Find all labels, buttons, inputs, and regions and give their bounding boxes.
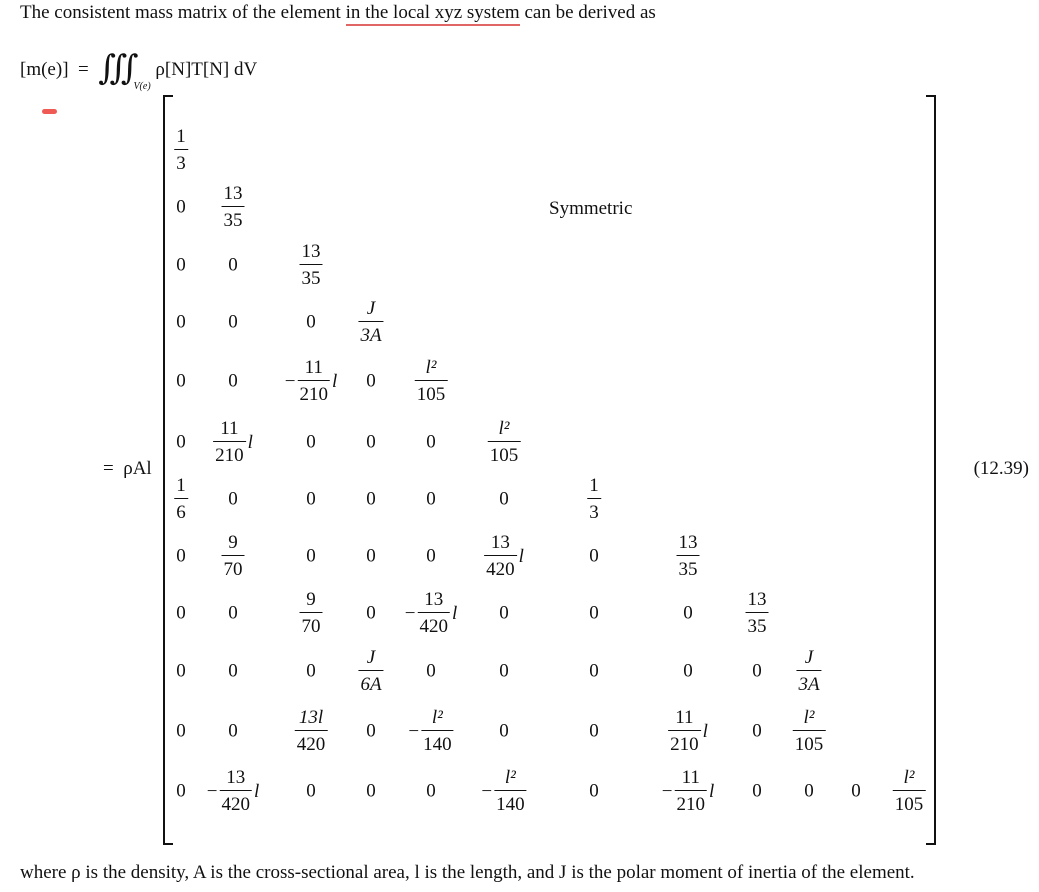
equation1-lhs: [m(e)] [20,59,69,80]
matrix-entry-r11-c7: 0 [589,720,599,742]
matrix-entry-r7-c4: 0 [366,488,376,510]
intro-text-after: can be derived as [519,2,656,23]
matrix-right-bracket [926,95,936,845]
integral-domain: V(e) [133,81,151,92]
mass-matrix-integral-equation [20,44,258,92]
matrix-entry-r4-c2: 0 [228,311,238,333]
matrix-entry-r8-c8: $\frac{13}{35}$ [678,532,698,580]
matrix-entry-r7-c2: 0 [228,488,238,510]
matrix-entry-r7-c3: 0 [306,488,316,510]
matrix-entry-r8-c6: $\frac{13}{420}$ l [486,532,524,580]
intro-text-before: The consistent mass matrix of the element [20,2,346,23]
matrix-entry-r8-c4: 0 [366,545,376,567]
matrix-entry-r5-c3: − $\frac{11}{210}$ l [284,357,338,405]
matrix-entry-r4-c3: 0 [306,311,316,333]
equation-number: (12.39) [973,458,1029,479]
matrix-entry-r8-c5: 0 [426,545,436,567]
matrix-entry-r10-c4: $\frac{J}{6A}$ [360,647,382,695]
matrix-entry-r6-c4: 0 [366,431,376,453]
matrix-entry-r11-c9: 0 [752,720,762,742]
matrix-entry-r11-c8: $\frac{11}{210}$ l [670,707,708,755]
matrix-entry-r7-c7: $\frac{1}{3}$ [589,475,599,523]
matrix-entry-r2-c2: $\frac{13}{35}$ [223,183,243,231]
matrix-entry-r9-c1: 0 [176,602,186,624]
matrix-entry-r6-c2: $\frac{11}{210}$ l [215,418,253,466]
matrix-entry-r10-c9: 0 [752,660,762,682]
matrix-prefactor [103,458,152,480]
matrix-entry-r12-c10: 0 [804,780,814,802]
matrix-entry-r7-c1: $\frac{1}{6}$ [176,475,186,523]
matrix-entry-r9-c7: 0 [589,602,599,624]
matrix-entry-r5-c2: 0 [228,370,238,392]
matrix-entry-r8-c7: 0 [589,545,599,567]
matrix-entry-r9-c8: 0 [683,602,693,624]
symmetric-label: Symmetric [549,198,633,219]
matrix-entry-r10-c6: 0 [499,660,509,682]
matrix-entry-r1-c1: $\frac{1}{3}$ [176,126,186,174]
matrix-entry-r11-c4: 0 [366,720,376,742]
matrix-entry-r12-c4: 0 [366,780,376,802]
matrix-entry-r3-c3: $\frac{13}{35}$ [301,241,321,289]
matrix-entry-r12-c9: 0 [752,780,762,802]
matrix-entry-r12-c7: 0 [589,780,599,802]
matrix-entry-r12-c8: − $\frac{11}{210}$ l [661,767,715,815]
matrix-entry-r7-c6: 0 [499,488,509,510]
matrix-entry-r4-c1: 0 [176,311,186,333]
prefactor-rho-a-l: ρAl [123,458,152,479]
matrix-entry-r9-c2: 0 [228,602,238,624]
matrix-entry-r11-c6: 0 [499,720,509,742]
intro-underlined-phrase: in the local xyz system [346,2,520,26]
matrix-entry-r9-c6: 0 [499,602,509,624]
matrix-entry-r11-c5: − $\frac{\text{l²}}{140}$ [408,707,452,755]
matrix-entry-r5-c1: 0 [176,370,186,392]
matrix-entry-r11-c2: 0 [228,720,238,742]
matrix-entry-r12-c2: − $\frac{13}{420}$ l [206,767,260,815]
matrix-entry-r8-c2: $\frac{9}{70}$ [223,532,243,580]
matrix-entry-r6-c1: 0 [176,431,186,453]
matrix-entry-r2-c1: 0 [176,196,186,218]
matrix-entry-r9-c9: $\frac{13}{35}$ [747,589,767,637]
equation2-equals: = [103,458,114,479]
matrix-entry-r4-c4: $\frac{J}{3A}$ [360,298,382,346]
intro-sentence [20,2,656,24]
matrix-left-bracket [163,95,173,845]
matrix-entry-r12-c5: 0 [426,780,436,802]
footer-sentence: where ρ is the density, A is the cross-sectional area, l is the length, and J is the polar moment of inertia of the element. [20,862,915,883]
equation1-equals: = [78,59,89,80]
matrix-entry-r9-c5: − $\frac{13}{420}$ l [404,589,458,637]
matrix-entry-r12-c1: 0 [176,780,186,802]
matrix-entry-r10-c10: $\frac{J}{3A}$ [798,647,820,695]
matrix-entry-r12-c6: − $\frac{\text{l²}}{140}$ [481,767,525,815]
matrix-entry-r10-c8: 0 [683,660,693,682]
matrix-entry-r10-c2: 0 [228,660,238,682]
matrix-entry-r6-c5: 0 [426,431,436,453]
triple-integral-symbol: ∭ [98,50,134,87]
matrix-entry-r12-c11: 0 [851,780,861,802]
matrix-entry-r8-c3: 0 [306,545,316,567]
matrix-entry-r10-c1: 0 [176,660,186,682]
matrix-entry-r12-c12: $\frac{\text{l²}}{105}$ [894,767,924,815]
matrix-entry-r6-c3: 0 [306,431,316,453]
red-annotation-mark [42,109,57,114]
matrix-entry-r9-c4: 0 [366,602,376,624]
matrix-entry-r12-c3: 0 [306,780,316,802]
integrand: ρ[N]T[N] dV [155,59,258,80]
matrix-entry-r6-c6: $\frac{\text{l²}}{105}$ [489,418,519,466]
matrix-entry-r5-c5: $\frac{\text{l²}}{105}$ [416,357,446,405]
matrix-entry-r11-c3: $\frac{13l}{420}$ [296,707,326,755]
matrix-entry-r11-c10: $\frac{\text{l²}}{105}$ [794,707,824,755]
matrix-entry-r9-c3: $\frac{9}{70}$ [301,589,321,637]
matrix-entry-r10-c7: 0 [589,660,599,682]
matrix-entry-r5-c4: 0 [366,370,376,392]
matrix-entry-r10-c5: 0 [426,660,436,682]
matrix-entry-r10-c3: 0 [306,660,316,682]
matrix-entry-r11-c1: 0 [176,720,186,742]
matrix-entry-r3-c1: 0 [176,254,186,276]
matrix-entry-r7-c5: 0 [426,488,436,510]
matrix-entry-r8-c1: 0 [176,545,186,567]
matrix-entry-r3-c2: 0 [228,254,238,276]
